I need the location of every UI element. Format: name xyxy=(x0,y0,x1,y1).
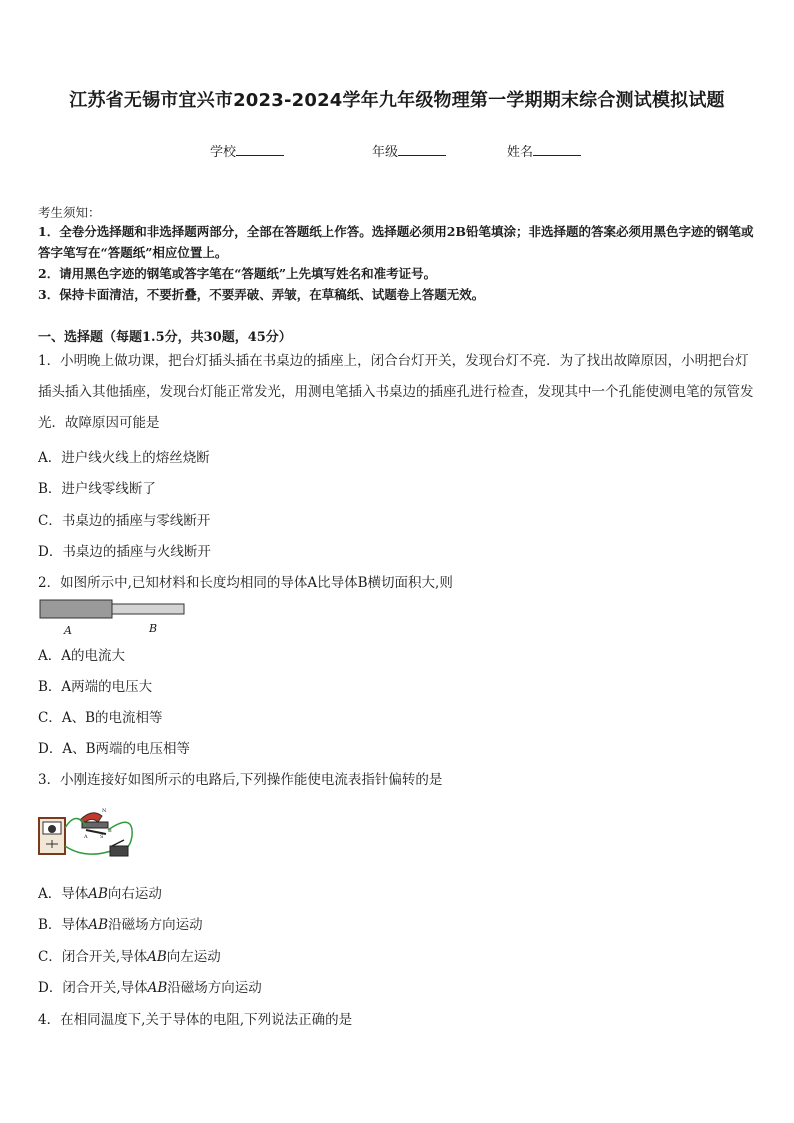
question-3-option-b[interactable] xyxy=(38,913,203,933)
svg-text:N: N xyxy=(102,808,107,814)
notice-heading: 考生须知： xyxy=(38,205,101,220)
question-3-option-d[interactable] xyxy=(38,976,262,996)
q3-b-conductor: AB xyxy=(88,917,109,933)
q3-c-text-2: 向左运动 xyxy=(166,949,221,965)
question-2-option-b[interactable]: B．A两端的电压大 xyxy=(38,679,153,695)
name-blank[interactable] xyxy=(533,143,581,156)
question-2-option-c[interactable]: C．A、B的电流相等 xyxy=(38,710,163,726)
conductor-b-shape xyxy=(112,604,184,614)
question-3-stem: 3．小刚连接好如图所示的电路后,下列操作能使电流表指针偏转的是 xyxy=(38,772,443,788)
student-info-row xyxy=(0,141,794,161)
name-label: 姓名 xyxy=(507,145,534,160)
svg-text:B: B xyxy=(108,828,112,834)
notice-item-3: 3．保持卡面清洁，不要折叠，不要弄破、弄皱，在草稿纸、试题卷上答题无效。 xyxy=(38,287,485,302)
q3-a-conductor: AB xyxy=(88,886,108,902)
q3-b-text-1: B．导体 xyxy=(38,917,89,933)
q3-d-conductor: AB xyxy=(147,980,168,996)
conductor-a-shape xyxy=(40,600,112,618)
question-3-option-a[interactable] xyxy=(38,882,162,902)
page-title: 江苏省无锡市宜兴市2023-2024学年九年级物理第一学期期末综合测试模拟试题 xyxy=(69,90,725,111)
q3-b-text-2: 沿磁场方向运动 xyxy=(108,917,203,933)
q3-c-conductor: AB xyxy=(147,949,167,965)
question-4-stem: 4．在相同温度下,关于导体的电阻,下列说法正确的是 xyxy=(38,1012,353,1028)
question-1-stem: 1．小明晚上做功课，把台灯插头插在书桌边的插座上，闭合台灯开关，发现台灯不亮．为了找出故障原因，小明把台灯插头插入其他插座，发现台灯能正常发光，用测电笔插入书桌边的插座孔进行检查，发现其中一个孔能使测电笔的氖管发光．故障原因可能是 xyxy=(38,353,754,431)
svg-text:A: A xyxy=(84,834,88,840)
grade-blank[interactable] xyxy=(398,143,446,156)
question-1-option-c[interactable]: C．书桌边的插座与零线断开 xyxy=(38,513,211,529)
question-2-option-a[interactable]: A．A的电流大 xyxy=(38,648,125,664)
conductor-figure xyxy=(38,598,188,622)
question-2-option-d[interactable]: D．A、B两端的电压相等 xyxy=(38,741,190,757)
question-1-option-a[interactable]: A．进户线火线上的熔丝烧断 xyxy=(38,450,210,466)
question-1-option-b[interactable]: B．进户线零线断了 xyxy=(38,481,156,497)
notice-item-2: 2．请用黑色字迹的钢笔或答字笔在“答题纸”上先填写姓名和准考证号。 xyxy=(38,266,437,281)
notice-item-1: 1．全卷分选择题和非选择题两部分，全部在答题纸上作答。选择题必须用2B铅笔填涂；非选择题的答案必须用黑色字迹的钢笔或答字笔写在“答题纸”相应位置上。 xyxy=(38,224,754,260)
school-label: 学校 xyxy=(210,145,237,160)
question-3-option-c[interactable] xyxy=(38,945,221,965)
school-blank[interactable] xyxy=(236,143,284,156)
circuit-figure xyxy=(36,800,140,864)
q3-a-text-2: 向右运动 xyxy=(107,886,162,902)
question-2-stem: 2．如图所示中,已知材料和长度均相同的导体A比导体B横切面积大,则 xyxy=(38,575,453,591)
q3-a-text-1: A．导体 xyxy=(38,886,89,902)
question-1-option-d[interactable]: D．书桌边的插座与火线断开 xyxy=(38,544,211,560)
svg-text:S: S xyxy=(100,834,104,840)
q3-c-text-1: C．闭合开关,导体 xyxy=(38,949,148,965)
q3-d-text-1: D．闭合开关,导体 xyxy=(38,980,148,996)
section-title: 一、选择题（每题1.5分，共30题，45分） xyxy=(38,330,292,345)
grade-field[interactable] xyxy=(372,141,446,160)
conductor-b-label: B xyxy=(149,622,158,635)
switch-shape xyxy=(110,846,128,856)
grade-label: 年级 xyxy=(372,145,399,160)
conductor-a-label: A xyxy=(64,624,72,637)
school-field[interactable] xyxy=(210,141,284,160)
name-field[interactable] xyxy=(507,141,581,160)
q3-d-text-2: 沿磁场方向运动 xyxy=(167,980,262,996)
